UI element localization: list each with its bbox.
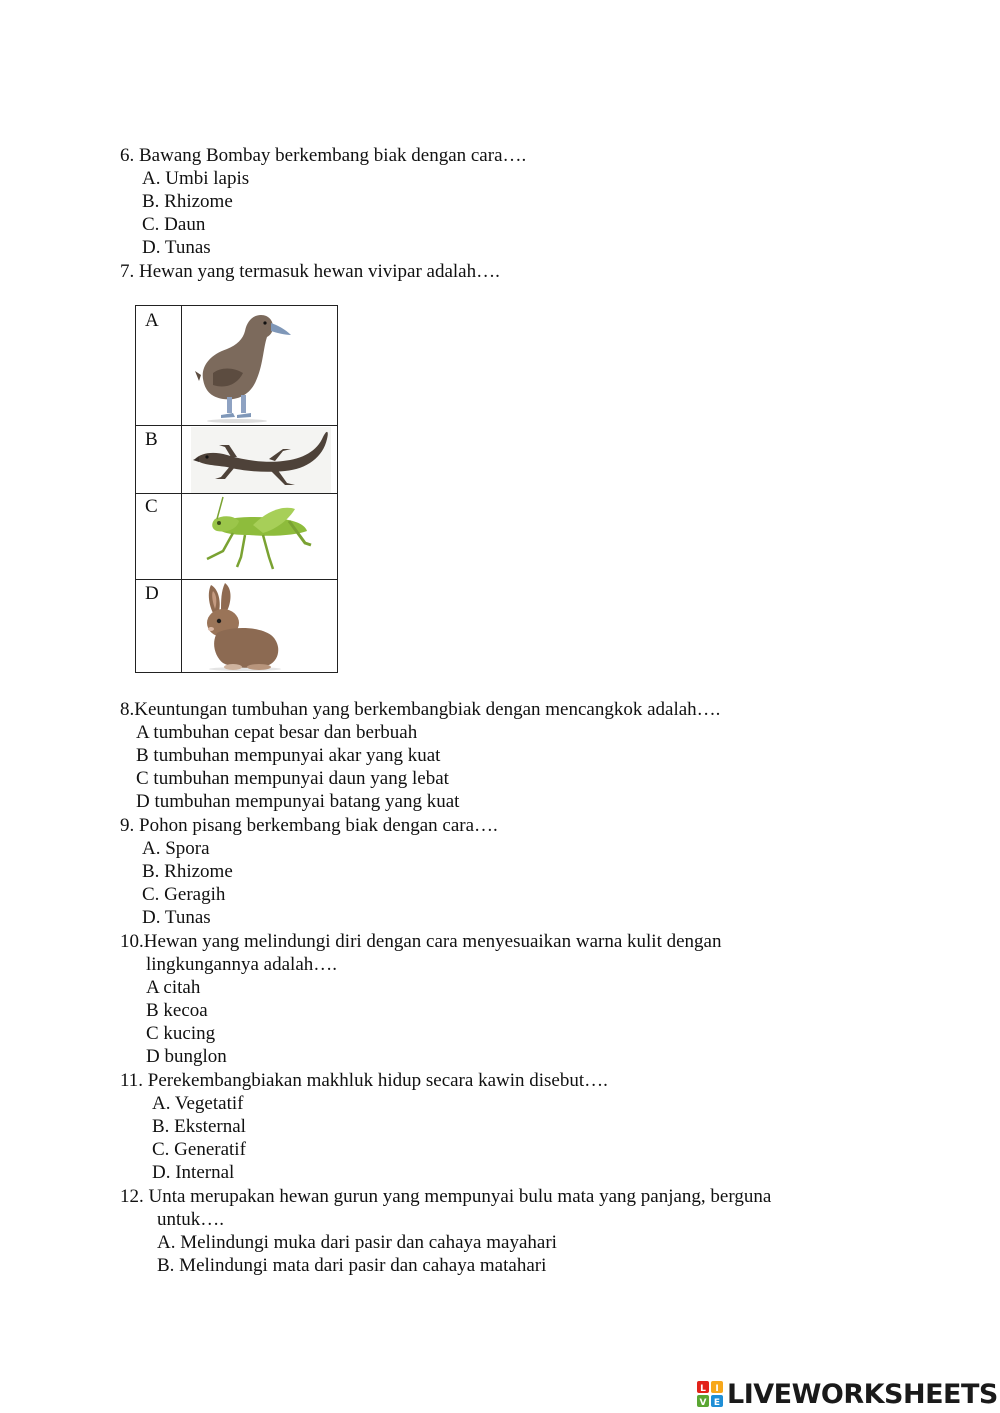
q12-option-a: A. Melindungi muka dari pasir dan cahaya mayahari [157, 1232, 557, 1253]
q6-option-d: D. Tunas [142, 237, 211, 258]
q8-option-a: A tumbuhan cepat besar dan berbuah [136, 722, 418, 743]
q9-option-c: C. Geragih [142, 884, 226, 905]
liveworksheets-logo [697, 1376, 998, 1412]
grasshopper-image [193, 495, 317, 579]
question-7-text: 7. Hewan yang termasuk hewan vivipar adalah…. [120, 261, 500, 282]
row-label-a: A [145, 310, 159, 331]
liveworksheets-logo-text: LIVEWORKSHEETS [727, 1378, 998, 1410]
q9-option-d: D. Tunas [142, 907, 211, 928]
question-8-text: 8.Keuntungan tumbuhan yang berkembangbiak dengan mencangkok adalah…. [120, 699, 721, 720]
q10-option-d: D bunglon [146, 1046, 227, 1067]
q8-option-d: D tumbuhan mempunyai batang yang kuat [136, 791, 460, 812]
question-10-text: 10.Hewan yang melindungi diri dengan cara menyesuaikan warna kulit dengan [120, 931, 722, 952]
table-row-divider [135, 493, 338, 494]
q11-option-d: D. Internal [152, 1162, 235, 1183]
question-11-text: 11. Perekembangbiakan makhluk hidup secara kawin disebut…. [120, 1070, 608, 1091]
table-column-divider [181, 305, 182, 673]
liveworksheets-logo-icon [697, 1381, 723, 1407]
table-row-divider [135, 425, 338, 426]
lizard-image [191, 427, 331, 493]
question-12-text-cont: untuk…. [157, 1209, 225, 1230]
animal-options-table [135, 305, 338, 673]
question-6-text: 6. Bawang Bombay berkembang biak dengan cara…. [120, 145, 527, 166]
q6-option-c: C. Daun [142, 214, 206, 235]
q11-option-b: B. Eksternal [152, 1116, 246, 1137]
svg-text:L: L [700, 1384, 706, 1394]
rabbit-image [197, 583, 293, 671]
q6-option-b: B. Rhizome [142, 191, 233, 212]
svg-text:V: V [699, 1398, 707, 1407]
row-label-c: C [145, 496, 158, 517]
q8-option-c: C tumbuhan mempunyai daun yang lebat [136, 768, 449, 789]
question-10-text-cont: lingkungannya adalah…. [146, 954, 338, 975]
row-label-d: D [145, 583, 159, 604]
q11-option-a: A. Vegetatif [152, 1093, 244, 1114]
question-9-text: 9. Pohon pisang berkembang biak dengan cara…. [120, 815, 498, 836]
svg-text:E: E [713, 1398, 721, 1407]
table-row-divider [135, 579, 338, 580]
question-12-text: 12. Unta merupakan hewan gurun yang mempunyai bulu mata yang panjang, berguna [120, 1186, 772, 1207]
q9-option-a: A. Spora [142, 838, 210, 859]
q6-option-a: A. Umbi lapis [142, 168, 250, 189]
q10-option-b: B kecoa [146, 1000, 208, 1021]
svg-text:I: I [715, 1384, 719, 1394]
q10-option-c: C kucing [146, 1023, 216, 1044]
row-label-b: B [145, 429, 158, 450]
duck-image [193, 309, 293, 423]
q10-option-a: A citah [146, 977, 201, 998]
q12-option-b: B. Melindungi mata dari pasir dan cahaya matahari [157, 1255, 547, 1276]
q9-option-b: B. Rhizome [142, 861, 233, 882]
q11-option-c: C. Generatif [152, 1139, 246, 1160]
q8-option-b: B tumbuhan mempunyai akar yang kuat [136, 745, 441, 766]
